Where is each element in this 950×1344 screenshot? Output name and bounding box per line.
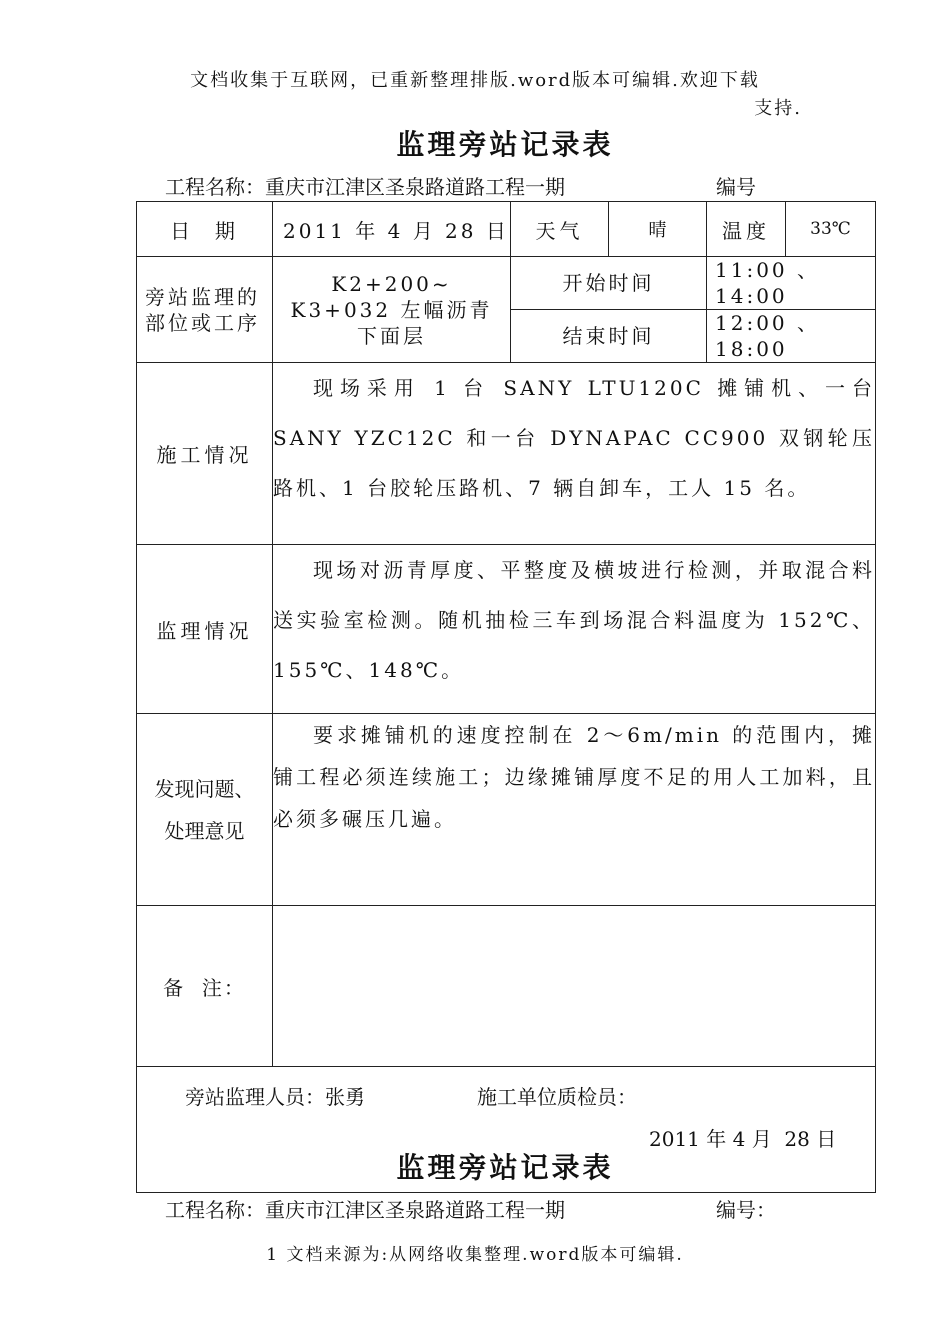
issues-label-line2: 处理意见 <box>164 818 245 843</box>
supervision-content <box>273 545 876 714</box>
date-value: 2011 年 4 月 28 日 <box>273 202 511 257</box>
signature-date: 2011 年 4 月 28 日 <box>649 1127 837 1151</box>
supervision-label: 监理情况 <box>137 545 273 714</box>
construction-label: 施工情况 <box>137 363 273 545</box>
supervisor-name: 张勇 <box>325 1085 365 1109</box>
project-name-value: 重庆市江津区圣泉路道路工程一期 <box>265 175 565 199</box>
supervisor-label: 旁站监理人员： <box>185 1085 325 1109</box>
header-note-continued: 支持. <box>754 98 802 119</box>
weather-label: 天气 <box>511 202 609 257</box>
start-time-label: 开始时间 <box>511 257 707 310</box>
second-form-title: 监理旁站记录表 <box>396 1151 614 1184</box>
number-label: 编号 <box>716 175 756 199</box>
weather-value: 晴 <box>609 202 707 257</box>
project-name-label: 工程名称： <box>165 175 265 199</box>
second-project-name-value: 重庆市江津区圣泉路道路工程一期 <box>265 1198 565 1222</box>
construction-content <box>273 363 876 545</box>
temperature-value: 33℃ <box>786 202 876 257</box>
inspector-label: 施工单位质检员： <box>477 1085 637 1109</box>
remarks-content <box>273 906 876 1067</box>
form-title: 监理旁站记录表 <box>396 128 614 161</box>
project-name-line <box>165 171 565 200</box>
header-note: 文档收集于互联网，已重新整理排版.word版本可编辑.欢迎下载 <box>190 70 760 91</box>
remarks-label: 备 注： <box>137 906 273 1067</box>
date-label: 日 期 <box>137 202 273 257</box>
second-project-name-label: 工程名称： <box>165 1198 265 1222</box>
footer-note: 1 文档来源为:从网络收集整理.word版本可编辑. <box>266 1245 684 1265</box>
issues-content <box>273 714 876 906</box>
supervision-text: 现场对沥青厚度、平整度及横坡进行检测，并取混合料送实验室检测。随机抽检三车到场混合料温度为 152℃、155℃、148℃。 <box>273 558 875 682</box>
start-time-value: 11:00 、14:00 <box>707 257 876 310</box>
second-number-label: 编号： <box>716 1198 776 1222</box>
record-table <box>136 201 876 1193</box>
end-time-label: 结束时间 <box>511 310 707 363</box>
construction-text: 现场采用 1 台 SANY LTU120C 摊铺机、一台 SANY YZC12C 和一台 DYNAPAC CC900 双钢轮压路机、1 台胶轮压路机、7 辆自卸车，工人 15 名。 <box>273 376 875 500</box>
location-label: 旁站监理的部位或工序 <box>137 257 273 363</box>
issues-label-line1: 发现问题、 <box>154 776 255 801</box>
second-project-name-line <box>165 1194 565 1223</box>
issues-label <box>137 714 273 906</box>
end-time-value: 12:00 、18:00 <box>707 310 876 363</box>
supervisor-line <box>185 1081 365 1110</box>
issues-text: 要求摊铺机的速度控制在 2～6m/min 的范围内，摊铺工程必须连续施工；边缘摊铺厚度不足的用人工加料，且必须多碾压几遍。 <box>273 723 875 831</box>
temperature-label: 温度 <box>707 202 786 257</box>
location-value: K2+200~ K3+032 左幅沥青下面层 <box>273 257 511 363</box>
